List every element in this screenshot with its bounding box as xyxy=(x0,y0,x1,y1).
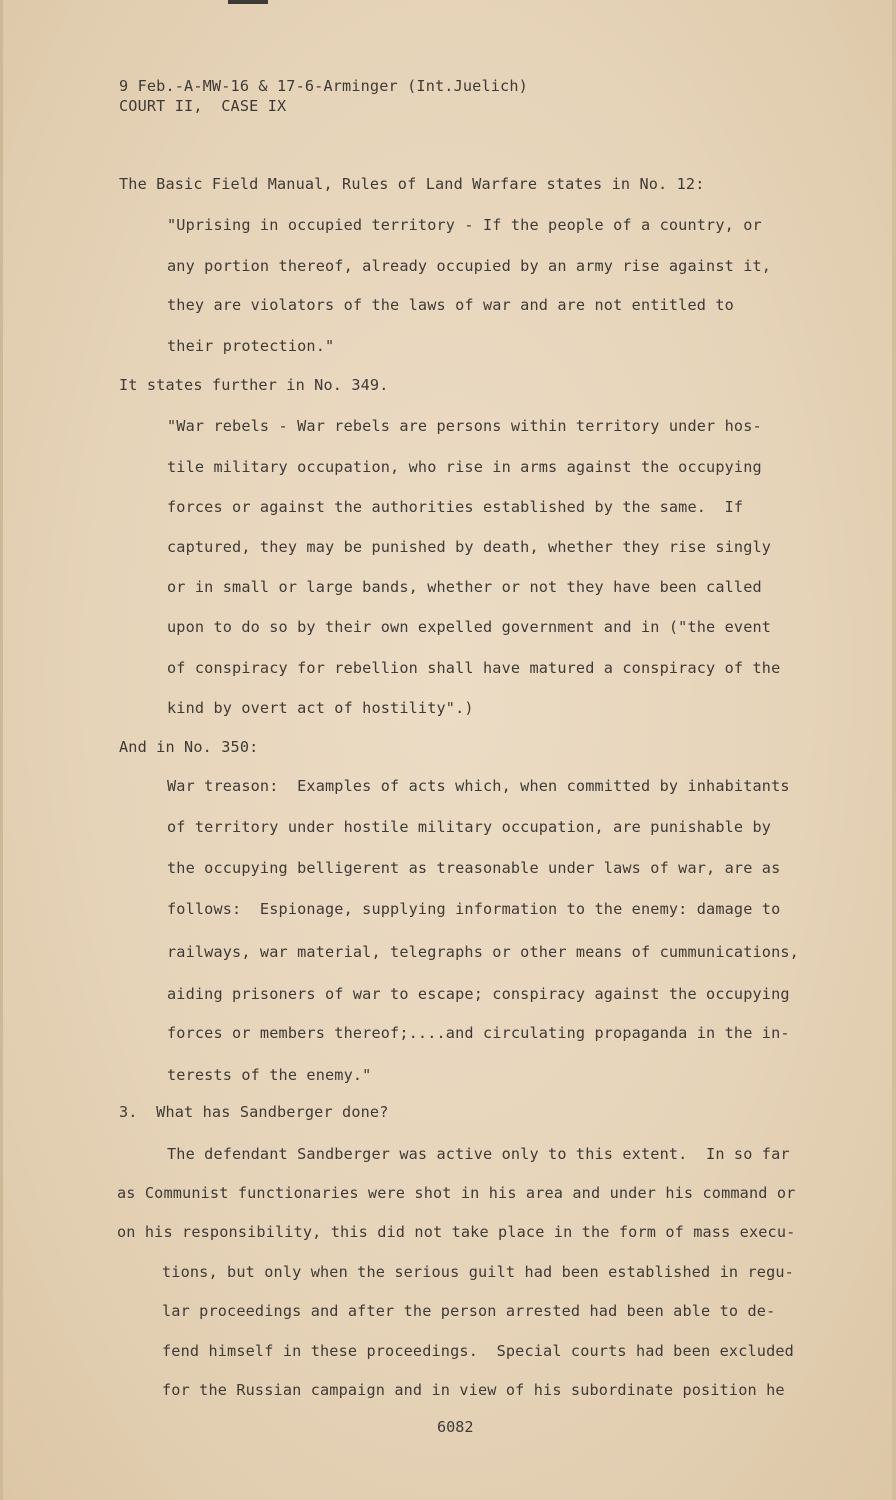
body-line: for the Russian campaign and in view of his subordinate position he xyxy=(162,1381,785,1399)
body-line: their protection." xyxy=(167,337,335,355)
body-line: captured, they may be punished by death, whether they rise singly xyxy=(167,538,772,556)
body-line: any portion thereof, already occupied by an army rise against it, xyxy=(167,257,772,275)
body-line: The Basic Field Manual, Rules of Land Warfare states in No. 12: xyxy=(119,175,705,193)
body-line: And in No. 350: xyxy=(119,738,259,756)
page-number: 6082 xyxy=(437,1418,474,1436)
body-line: forces or against the authorities established by the same. If xyxy=(167,498,744,516)
body-line: terests of the enemy." xyxy=(167,1066,372,1084)
body-line: railways, war material, telegraphs or other means of cummunications, xyxy=(167,943,799,961)
body-line: of conspiracy for rebellion shall have matured a conspiracy of the xyxy=(167,659,781,677)
body-line: as Communist functionaries were shot in his area and under his command or xyxy=(117,1184,796,1202)
body-line: It states further in No. 349. xyxy=(119,376,389,394)
body-line: or in small or large bands, whether or not they have been called xyxy=(167,578,762,596)
body-line: The defendant Sandberger was active only to this extent. In so far xyxy=(167,1145,790,1163)
body-line: "War rebels - War rebels are persons within territory under hos- xyxy=(167,417,762,435)
header-line-2: COURT II, CASE IX xyxy=(119,97,287,115)
body-line: upon to do so by their own expelled government and in ("the event xyxy=(167,618,772,636)
header-line-1: 9 Feb.-A-MW-16 & 17-6-Arminger (Int.Juelich) xyxy=(119,77,528,95)
body-line: aiding prisoners of war to escape; conspiracy against the occupying xyxy=(167,985,790,1003)
body-line: tile military occupation, who rise in arms against the occupying xyxy=(167,458,762,476)
body-line: War treason: Examples of acts which, when committed by inhabitants xyxy=(167,777,790,795)
body-line: 3. What has Sandberger done? xyxy=(119,1103,389,1121)
body-line: "Uprising in occupied territory - If the people of a country, or xyxy=(167,216,762,234)
body-line: of territory under hostile military occupation, are punishable by xyxy=(167,818,772,836)
body-line: they are violators of the laws of war and are not entitled to xyxy=(167,296,734,314)
body-line: forces or members thereof;....and circulating propaganda in the in- xyxy=(167,1024,790,1042)
body-line: tions, but only when the serious guilt had been established in regu- xyxy=(162,1263,794,1281)
body-line: lar proceedings and after the person arrested had been able to de- xyxy=(162,1302,776,1320)
body-line: the occupying belligerent as treasonable under laws of war, are as xyxy=(167,859,781,877)
body-line: follows: Espionage, supplying information to the enemy: damage to xyxy=(167,900,781,918)
body-line: fend himself in these proceedings. Special courts had been excluded xyxy=(162,1342,794,1360)
top-edge-mark xyxy=(228,0,268,4)
body-line: kind by overt act of hostility".) xyxy=(167,699,474,717)
body-line: on his responsibility, this did not take place in the form of mass execu- xyxy=(117,1223,796,1241)
